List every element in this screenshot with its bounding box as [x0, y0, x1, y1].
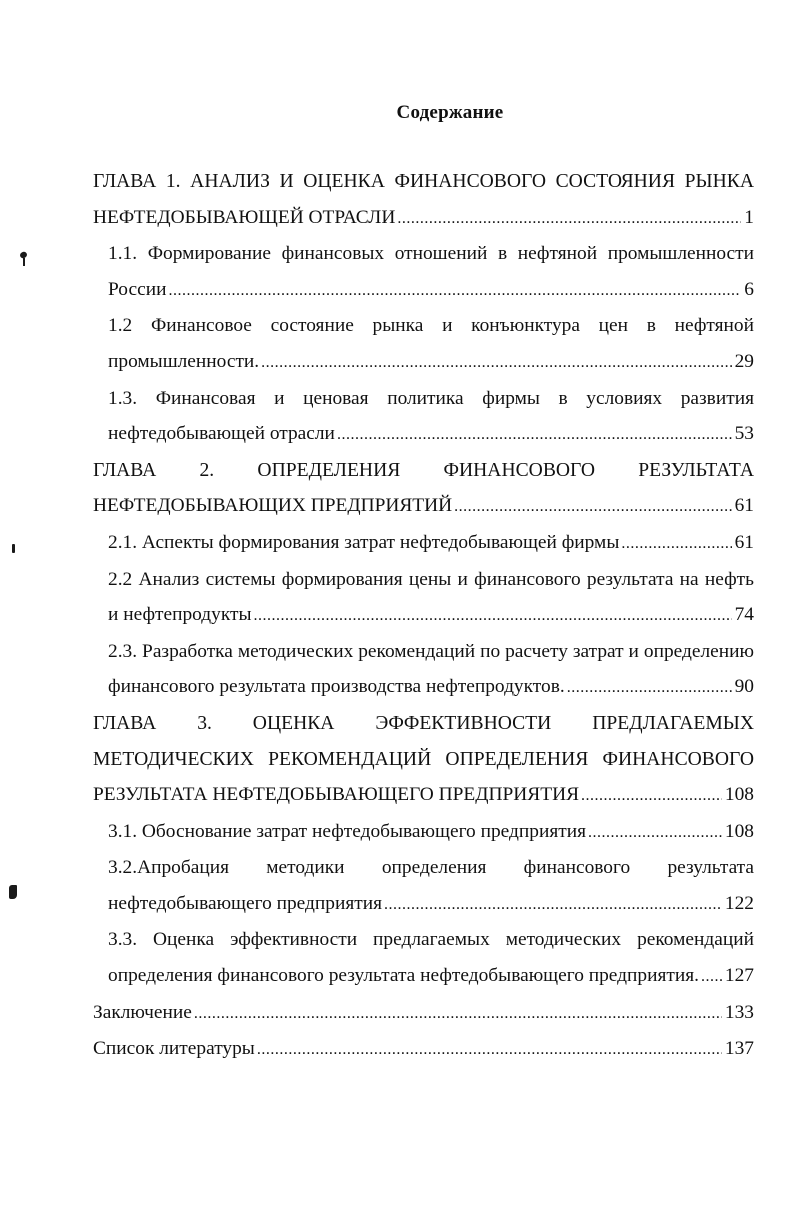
toc-page-number: 1: [744, 206, 754, 228]
dot-leader: [257, 1032, 722, 1068]
dot-leader: [701, 959, 722, 995]
dot-leader: [588, 815, 722, 851]
toc-entry-text: 3.2.Апробация методики определения финансового результата: [108, 857, 754, 879]
toc-chapter-2[interactable]: [93, 453, 754, 525]
toc-section-2-2[interactable]: [108, 562, 754, 634]
toc-entry-text: НЕФТЕДОБЫВАЮЩЕЙ ОТРАСЛИ: [93, 206, 396, 228]
toc-entry-text: 1.3. Финансовая и ценовая политика фирмы в условиях развития: [108, 387, 754, 409]
dot-leader: [567, 670, 732, 706]
dot-leader: [454, 489, 731, 525]
dot-leader: [384, 887, 722, 923]
toc-entry-text: нефтедобывающего предприятия: [108, 892, 383, 914]
toc-page-number: 90: [734, 676, 754, 698]
toc-entry-text: ГЛАВА 1. АНАЛИЗ И ОЦЕНКА ФИНАНСОВОГО СОСТОЯНИЯ РЫНКА: [93, 171, 754, 192]
toc-page-number: 61: [734, 495, 754, 517]
toc-entry-text: НЕФТЕДОБЫВАЮЩИХ ПРЕДПРИЯТИЙ: [93, 495, 453, 517]
toc-section-3-3[interactable]: [108, 922, 754, 994]
toc-page-number: 137: [724, 1038, 754, 1060]
dot-leader: [581, 778, 722, 814]
toc-entry-text: 2.2 Анализ системы формирования цены и финансового результата на нефть: [108, 568, 754, 590]
dot-leader: [194, 996, 722, 1032]
toc-entry-text: и нефтепродукты: [108, 604, 252, 626]
toc-entry-text: России: [108, 278, 167, 300]
scan-mark: [12, 544, 15, 553]
toc-page-number: 133: [724, 1001, 754, 1023]
toc-page-number: 29: [734, 350, 754, 372]
toc-entry-text: Список литературы: [93, 1038, 255, 1060]
toc-entry-text: промышленности.: [108, 350, 260, 372]
toc-conclusion[interactable]: [93, 995, 754, 1032]
toc-page-number: 53: [734, 423, 754, 445]
table-of-contents: [93, 164, 754, 1068]
page-title: Содержание: [396, 102, 504, 123]
toc-page-number: 122: [724, 892, 754, 914]
toc-entry-text: финансового результата производства нефтепродуктов.: [108, 676, 565, 698]
toc-entry-text: Заключение: [93, 1001, 192, 1023]
toc-references[interactable]: [93, 1031, 754, 1068]
toc-section-2-1[interactable]: [108, 525, 754, 562]
toc-entry-text: 2.3. Разработка методических рекомендаций по расчету затрат и определению: [108, 640, 754, 662]
scan-mark: [23, 258, 25, 266]
toc-entry-text: ГЛАВА 3. ОЦЕНКА ЭФФЕКТИВНОСТИ ПРЕДЛАГАЕМЫХ: [93, 712, 754, 734]
dot-leader: [621, 526, 731, 562]
toc-entry-text: ГЛАВА 2. ОПРЕДЕЛЕНИЯ ФИНАНСОВОГО РЕЗУЛЬТАТА: [93, 459, 754, 481]
toc-chapter-3[interactable]: [93, 706, 754, 814]
toc-section-2-3[interactable]: [108, 634, 754, 706]
toc-page-number: 108: [724, 820, 754, 842]
toc-section-1-3[interactable]: [108, 381, 754, 453]
toc-page-number: 61: [734, 531, 754, 553]
toc-entry-text: 3.3. Оценка эффективности предлагаемых методических рекомендаций: [108, 929, 754, 951]
toc-entry-text: МЕТОДИЧЕСКИХ РЕКОМЕНДАЦИЙ ОПРЕДЕЛЕНИЯ ФИНАНСОВОГО: [93, 748, 754, 770]
dot-leader: [168, 273, 741, 309]
toc-section-3-1[interactable]: [108, 814, 754, 851]
toc-page-number: 127: [724, 965, 754, 987]
toc-page-number: 108: [724, 784, 754, 806]
toc-page-number: 74: [734, 604, 754, 626]
scan-mark: [9, 885, 17, 899]
toc-entry-text: нефтедобывающей отрасли: [108, 423, 335, 445]
toc-entry-text: РЕЗУЛЬТАТА НЕФТЕДОБЫВАЮЩЕГО ПРЕДПРИЯТИЯ: [93, 784, 580, 806]
toc-chapter-1[interactable]: [93, 164, 754, 236]
toc-section-1-2[interactable]: [108, 308, 754, 380]
dot-leader: [337, 417, 732, 453]
toc-entry-text: 1.1. Формирование финансовых отношений в нефтяной промышленности: [108, 243, 754, 265]
dot-leader: [261, 345, 731, 381]
dot-leader: [397, 201, 741, 237]
toc-entry-text: 1.2 Финансовое состояние рынка и конъюнктура цен в нефтяной: [108, 315, 754, 337]
toc-entry-text: определения финансового результата нефтедобывающего предприятия.: [108, 965, 700, 987]
toc-section-1-1[interactable]: [108, 236, 754, 308]
toc-page-number: 6: [744, 278, 754, 300]
toc-entry-text: 3.1. Обоснование затрат нефтедобывающего предприятия: [108, 820, 587, 842]
toc-section-3-2[interactable]: [108, 850, 754, 922]
dot-leader: [254, 598, 732, 634]
toc-entry-text: 2.1. Аспекты формирования затрат нефтедобывающей фирмы: [108, 531, 620, 553]
